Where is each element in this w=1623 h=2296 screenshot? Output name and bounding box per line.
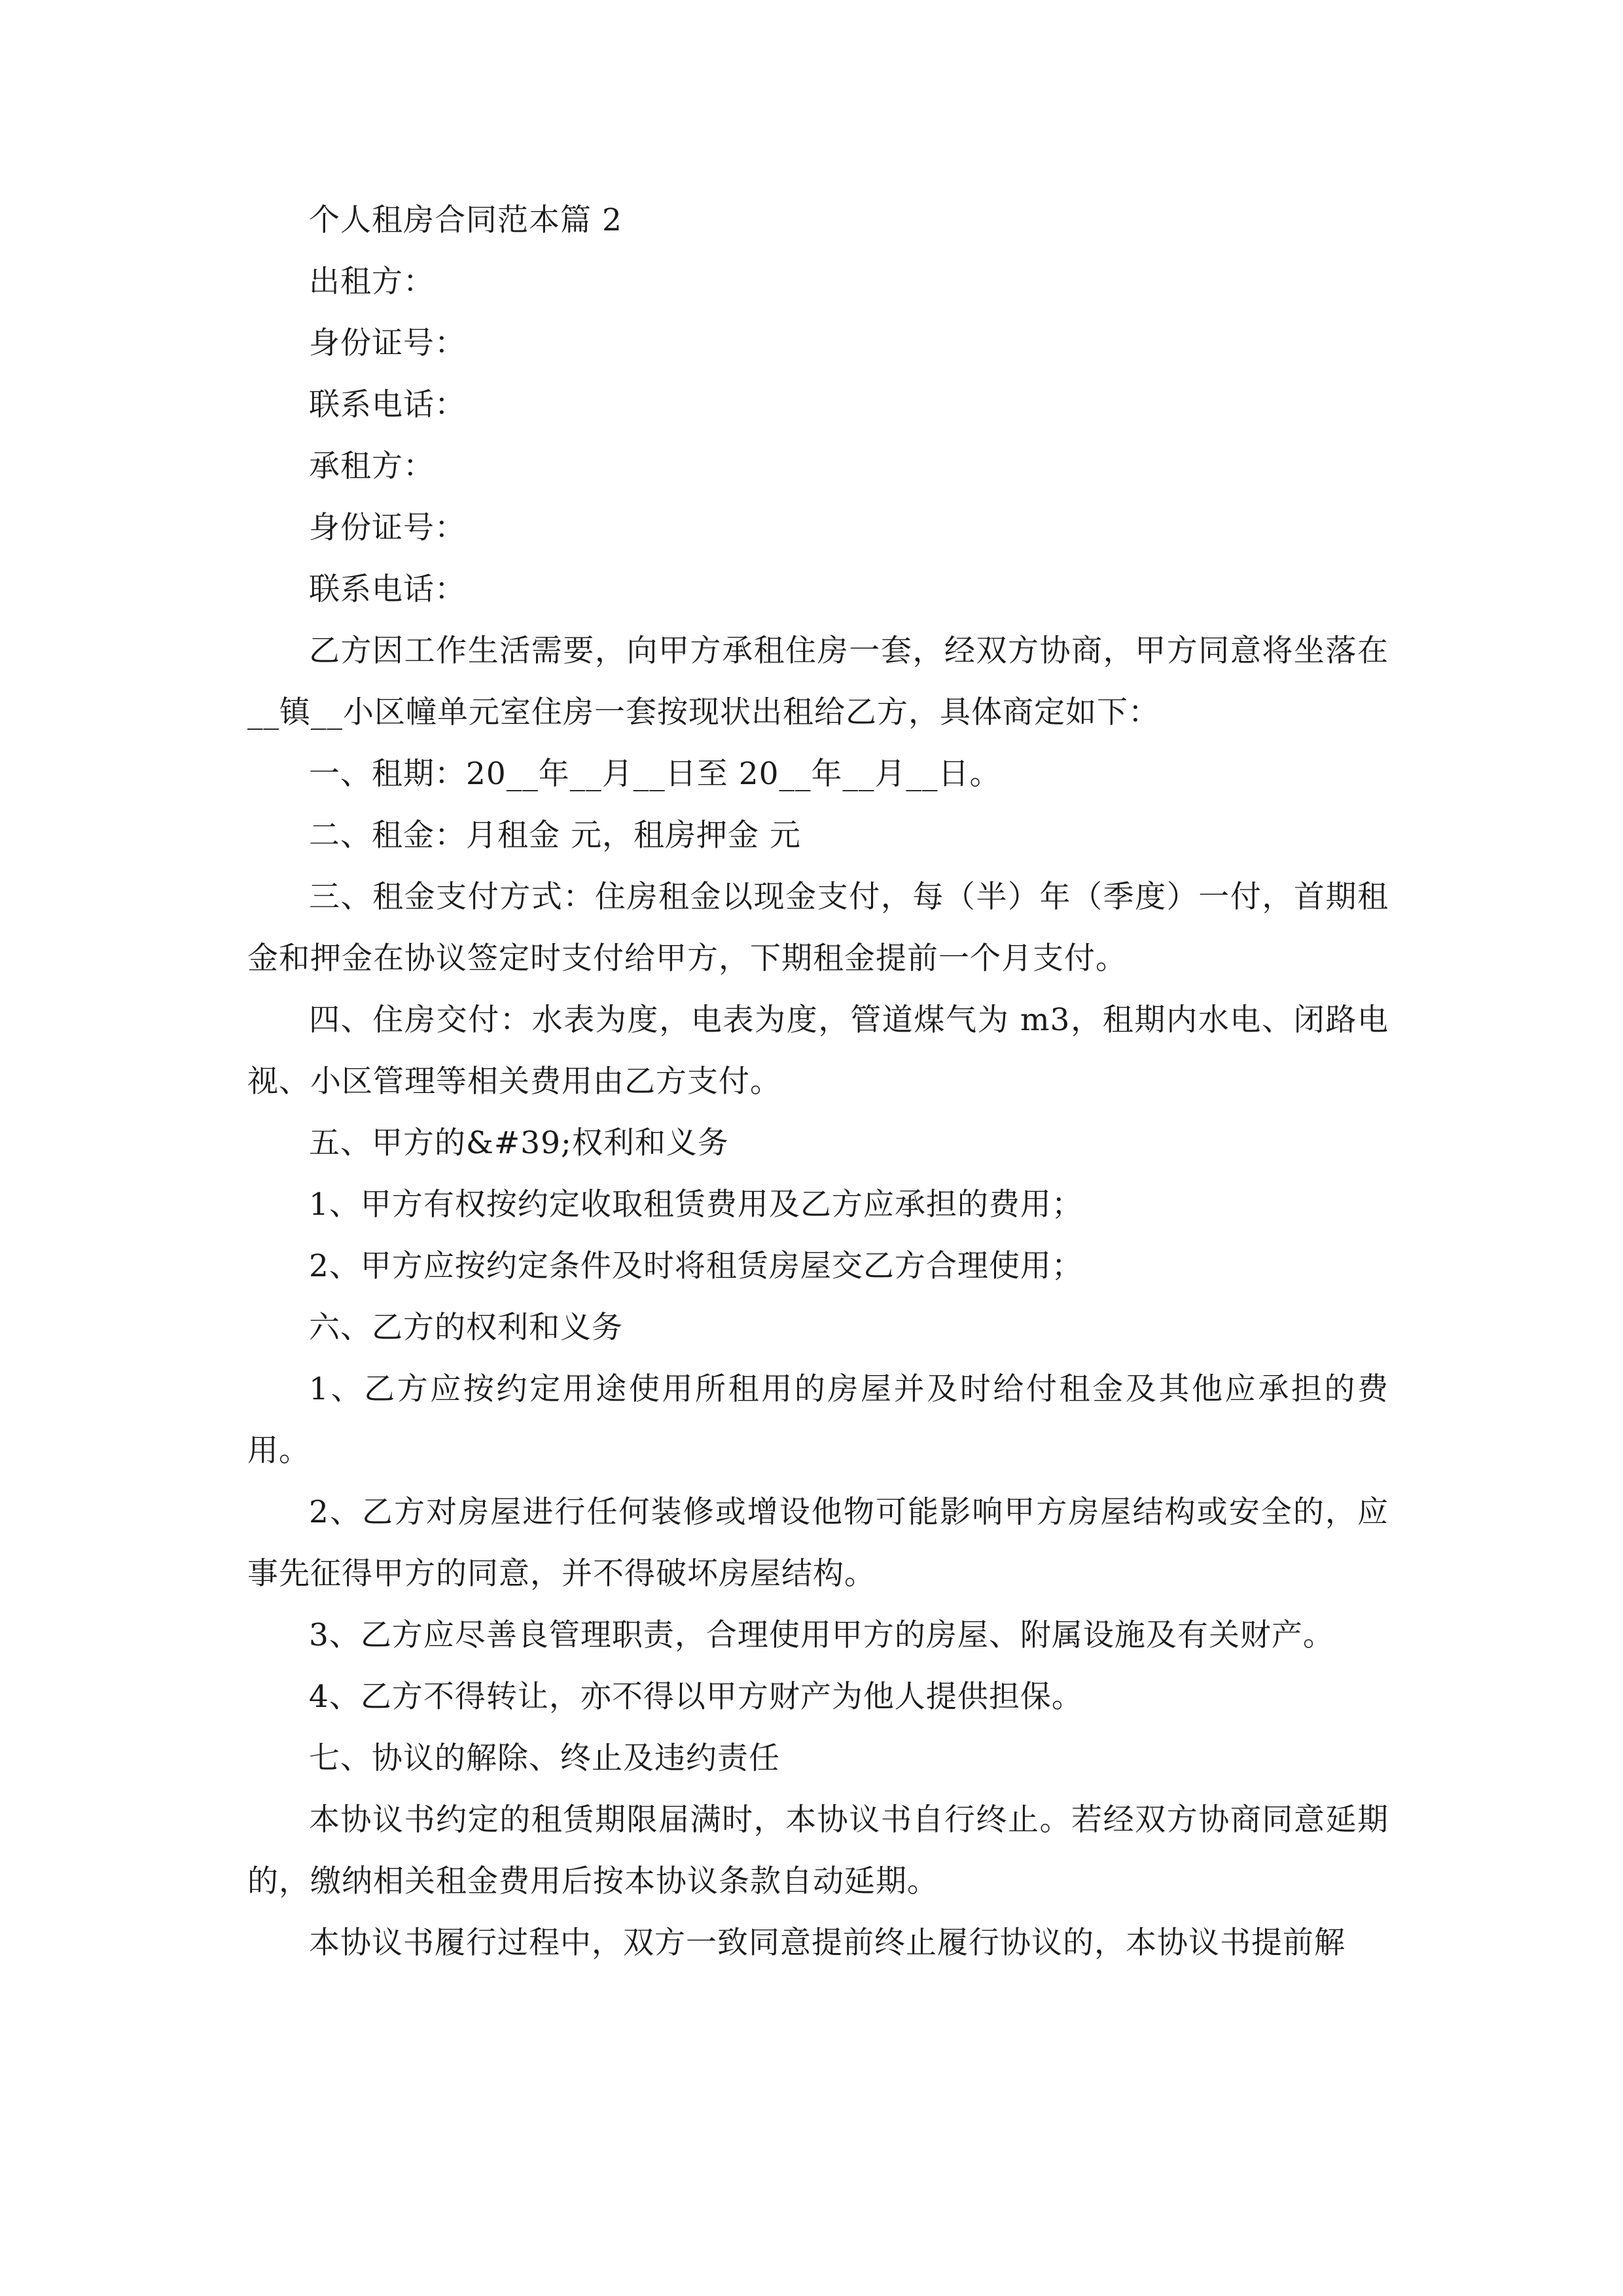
clause-7-paragraph-1: 本协议书约定的租赁期限届满时，本协议书自行终止。若经双方协商同意延期的，缴纳相关租金费用后按本协议条款自动延期。 xyxy=(247,1802,1389,1899)
lessor-id-label: 身份证号： xyxy=(309,325,466,361)
clause-7-heading: 七、协议的解除、终止及违约责任 xyxy=(309,1740,780,1776)
clause-6-item-2: 2、乙方对房屋进行任何装修或增设他物可能影响甲方房屋结构或安全的，应事先征得甲方的同意，并不得破坏房屋结构。 xyxy=(247,1494,1389,1592)
clause-6-item-4: 4、乙方不得转让，亦不得以甲方财产为他人提供担保。 xyxy=(309,1679,1083,1715)
lessee-phone-label: 联系电话： xyxy=(309,571,466,607)
lessee-id-label: 身份证号： xyxy=(309,510,466,546)
clause-6-item-3: 3、乙方应尽善良管理职责，合理使用甲方的房屋、附属设施及有关财产。 xyxy=(309,1617,1334,1653)
lessee-label: 承租方： xyxy=(309,448,435,484)
intro-paragraph: 乙方因工作生活需要，向甲方承租住房一套，经双方协商，甲方同意将坐落在__镇__小区幢单元室住房一套按现状出租给乙方，具体商定如下： xyxy=(247,633,1389,730)
lessor-label: 出租方： xyxy=(309,264,435,300)
clause-4-handover: 四、住房交付：水表为度，电表为度，管道煤气为 m3，租期内水电、闭路电视、小区管理等相关费用由乙方支付。 xyxy=(247,1002,1389,1100)
document-body xyxy=(247,190,1389,1974)
clause-3-payment-method: 三、租金支付方式：住房租金以现金支付，每（半）年（季度）一付，首期租金和押金在协议签定时支付给甲方，下期租金提前一个月支付。 xyxy=(247,879,1389,977)
clause-5-item-2: 2、甲方应按约定条件及时将租赁房屋交乙方合理使用； xyxy=(309,1248,1083,1284)
clause-6-heading: 六、乙方的权利和义务 xyxy=(309,1310,623,1346)
clause-7-paragraph-2: 本协议书履行过程中，双方一致同意提前终止履行协议的，本协议书提前解 xyxy=(309,1925,1346,1961)
lessor-phone-label: 联系电话： xyxy=(309,387,466,423)
clause-2-rent: 二、租金：月租金 元，租房押金 元 xyxy=(309,817,801,853)
clause-6-item-1: 1、乙方应按约定用途使用所租用的房屋并及时给付租金及其他应承担的费用。 xyxy=(247,1371,1389,1469)
document-title: 个人租房合同范本篇 2 xyxy=(309,202,622,238)
clause-1-lease-term: 一、租期：20__年__月__日至 20__年__月__日。 xyxy=(309,756,1001,792)
clause-5-item-1: 1、甲方有权按约定收取租赁费用及乙方应承担的费用； xyxy=(309,1187,1083,1223)
clause-5-heading: 五、甲方的&#39;权利和义务 xyxy=(309,1125,729,1161)
